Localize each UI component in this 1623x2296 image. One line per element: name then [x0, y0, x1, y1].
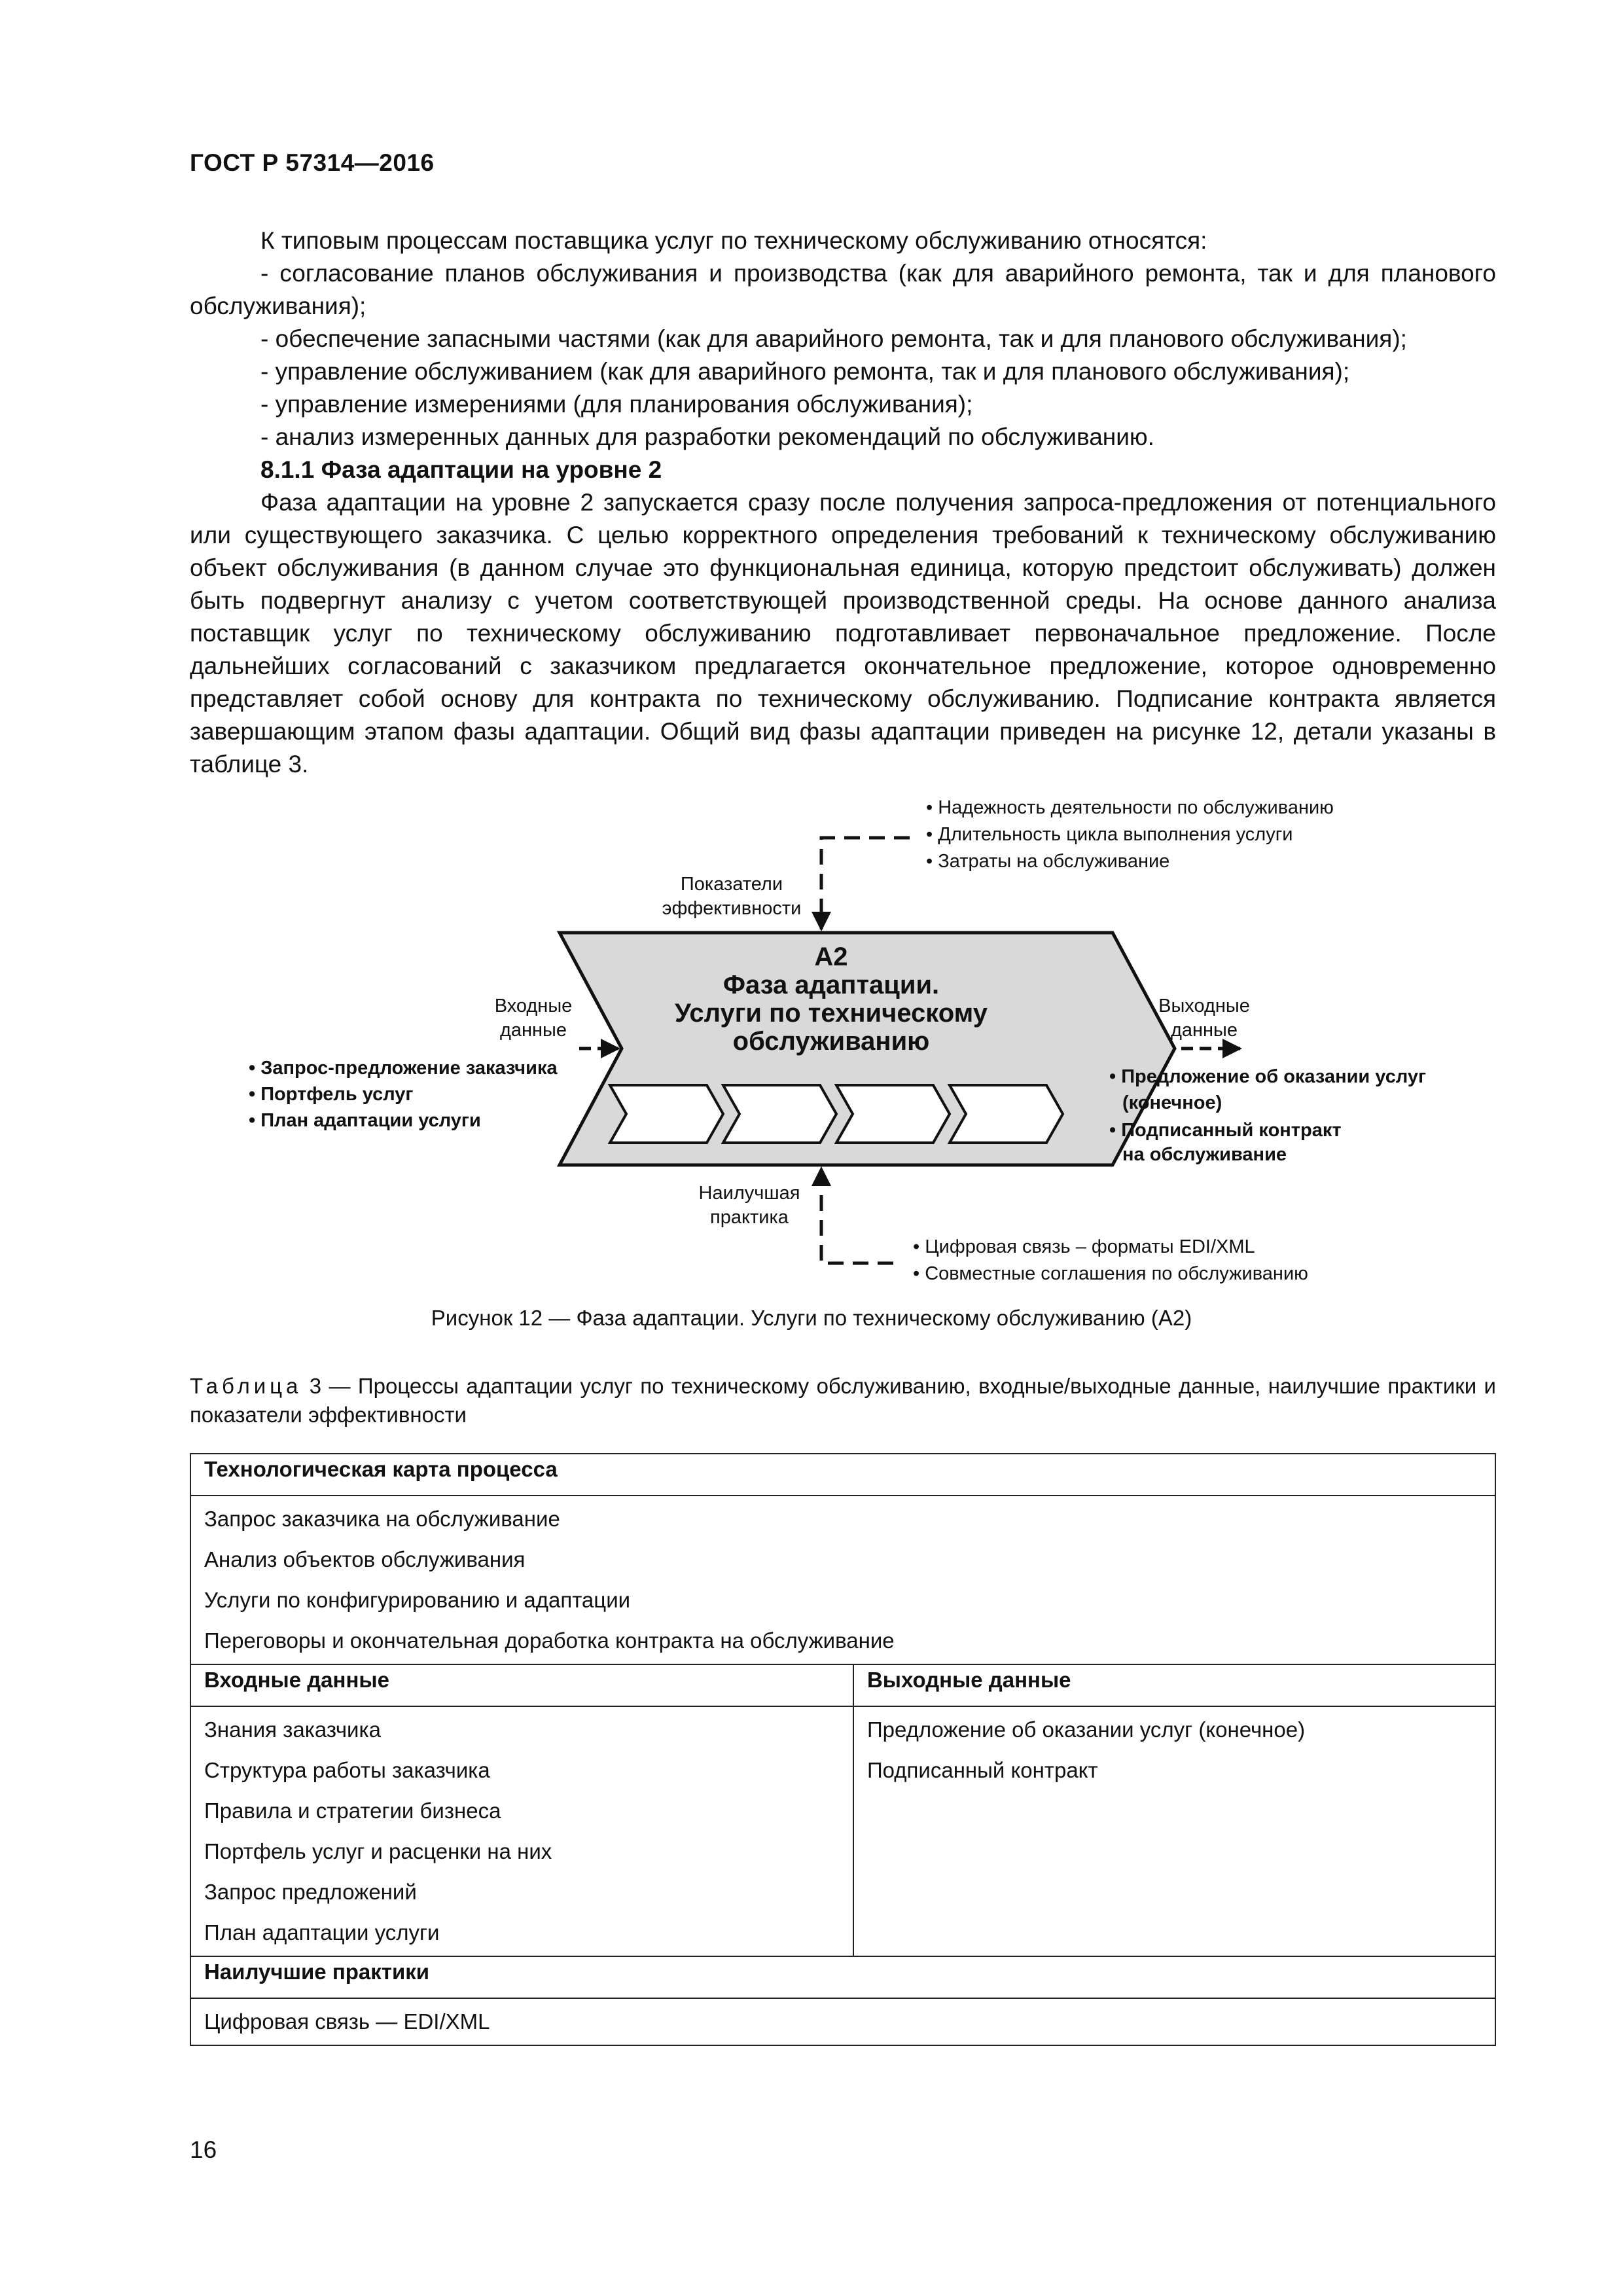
best-practice-label: практика — [710, 1207, 789, 1228]
subsection-heading: 8.1.1 Фаза адаптации на уровне 2 — [260, 456, 662, 483]
best-practices-header: Наилучшие практики — [190, 1956, 1495, 1998]
table-row — [190, 1664, 1495, 1706]
input-data-item: Знания заказчика — [204, 1717, 382, 1742]
output-data-item: Подписанный контракт — [866, 1758, 1098, 1782]
kpi-item: • Затраты на обслуживание — [926, 851, 1170, 872]
list-item: - согласование планов обслуживания и производства (как для аварийного ремонта, так и для планового обслуживания); — [190, 260, 1496, 319]
a2-code: A2 — [814, 942, 848, 971]
output-item: • Предложение об оказании услуг — [1109, 1066, 1427, 1087]
process-map-item: Переговоры и окончательная доработка контракта на обслуживание — [204, 1628, 895, 1653]
input-data-item: Запрос предложений — [204, 1880, 417, 1904]
output-label: Выходные — [1158, 996, 1250, 1016]
process-map-cell — [190, 1496, 1495, 1664]
input-data-item: Портфель услуг и расценки на них — [204, 1839, 552, 1863]
best-practice-item: • Совместные соглашения по обслуживанию — [913, 1263, 1308, 1284]
outputs-cell — [853, 1706, 1495, 1956]
input-label: Входные — [494, 996, 573, 1016]
table-row — [190, 1496, 1495, 1664]
document-code: ГОСТ Р 57314—2016 — [190, 149, 435, 176]
output-item: • Подписанный контракт — [1109, 1120, 1342, 1141]
process-step-chevron — [836, 1085, 950, 1143]
process-map-item: Услуги по конфигурированию и адаптации — [204, 1588, 631, 1612]
process-step-chevron — [610, 1085, 723, 1143]
input-data-item: Правила и стратегии бизнеса — [204, 1799, 501, 1823]
kpi-arrow — [821, 838, 910, 929]
table-row — [190, 1454, 1495, 1496]
kpi-label: эффективности — [662, 898, 802, 919]
best-practice-row: Цифровая связь — EDI/XML — [204, 2009, 490, 2034]
best-practice-label: Наилучшая — [698, 1183, 800, 1204]
best-practice-item: • Цифровая связь – форматы EDI/XML — [913, 1236, 1255, 1257]
process-map-item: Анализ объектов обслуживания — [204, 1547, 526, 1571]
input-data-item: Структура работы заказчика — [204, 1758, 490, 1782]
kpi-item: • Надежность деятельности по обслуживанию — [926, 797, 1334, 818]
best-practice-arrow — [821, 1168, 893, 1263]
input-label: данные — [499, 1020, 567, 1041]
kpi-item: • Длительность цикла выполнения услуги — [926, 824, 1293, 845]
table-caption — [190, 1372, 1496, 1429]
a2-title-line: Услуги по техническому — [674, 999, 988, 1028]
output-label: данные — [1170, 1020, 1238, 1041]
output-item: на обслуживание — [1122, 1144, 1287, 1165]
table-caption-text: 3 — Процессы адаптации услуг по техническому обслуживанию, входные/выходные данные, наилучшие практики и показатели эффективности — [190, 1374, 1496, 1427]
list-item: - управление обслуживанием (как для аварийного ремонта, так и для планового обслуживания); — [260, 358, 1350, 385]
input-item: • Портфель услуг — [249, 1084, 414, 1105]
kpi-label: Показатели — [680, 874, 783, 895]
process-step-chevron — [950, 1085, 1063, 1143]
table-row — [190, 1956, 1495, 1998]
body-text — [190, 224, 1496, 781]
a2-title-line: обслуживанию — [732, 1027, 930, 1056]
list-item: - управление измерениями (для планирования обслуживания); — [260, 391, 973, 418]
figure-caption: Рисунок 12 — Фаза адаптации. Услуги по техническому обслуживанию (A2) — [431, 1306, 1192, 1330]
page-number: 16 — [190, 2136, 217, 2163]
best-practices-cell — [190, 1998, 1495, 2045]
inputs-header: Входные данные — [190, 1664, 853, 1706]
process-map-item: Запрос заказчика на обслуживание — [204, 1507, 560, 1531]
list-item: - анализ измеренных данных для разработки рекомендаций по обслуживанию. — [260, 423, 1154, 450]
a2-title-line: Фаза адаптации. — [722, 971, 940, 999]
table-row — [190, 1706, 1495, 1956]
output-data-item: Предложение об оказании услуг (конечное) — [866, 1717, 1306, 1742]
process-map-header: Технологическая карта процесса — [190, 1454, 1495, 1496]
inputs-cell — [190, 1706, 853, 1956]
process-table — [190, 1453, 1496, 2046]
outputs-header: Выходные данные — [853, 1664, 1495, 1706]
body-paragraph: Фаза адаптации на уровне 2 запускается сразу после получения запроса-предложения от потенциального или существующего заказчика. С целью корректного определения требований к техническому обслуживанию объект обслуживания (в данном случае это функциональная единица, которую предстоит обслуживать) должен быть подвергнут анализу с учетом соответствующей производственной среды. На основе данного анализа поставщик услуг по техническому обслуживанию подготавливает первоначальное предложение. После дальнейших согласований с заказчиком предлагается окончательное предложение, которое одновременно представляет собой основу для контракта по техническому обслуживанию. Подписание контракта является завершающим этапом фазы адаптации. Общий вид фазы адаптации приведен на рисунке 12, детали указаны в таблице 3. — [190, 489, 1496, 778]
table-caption-word: Таблица — [190, 1374, 302, 1398]
list-item: - обеспечение запасными частями (как для аварийного ремонта, так и для планового обслуживания); — [260, 325, 1407, 352]
input-item: • Запрос-предложение заказчика — [249, 1058, 558, 1079]
process-step-chevron — [723, 1085, 836, 1143]
intro-paragraph: К типовым процессам поставщика услуг по техническому обслуживанию относятся: — [260, 227, 1207, 254]
input-item: • План адаптации услуги — [249, 1110, 481, 1131]
output-item: (конечное) — [1122, 1092, 1222, 1113]
table-row — [190, 1998, 1495, 2045]
input-data-item: План адаптации услуги — [204, 1920, 440, 1945]
adaptation-phase-diagram — [236, 792, 1466, 1302]
